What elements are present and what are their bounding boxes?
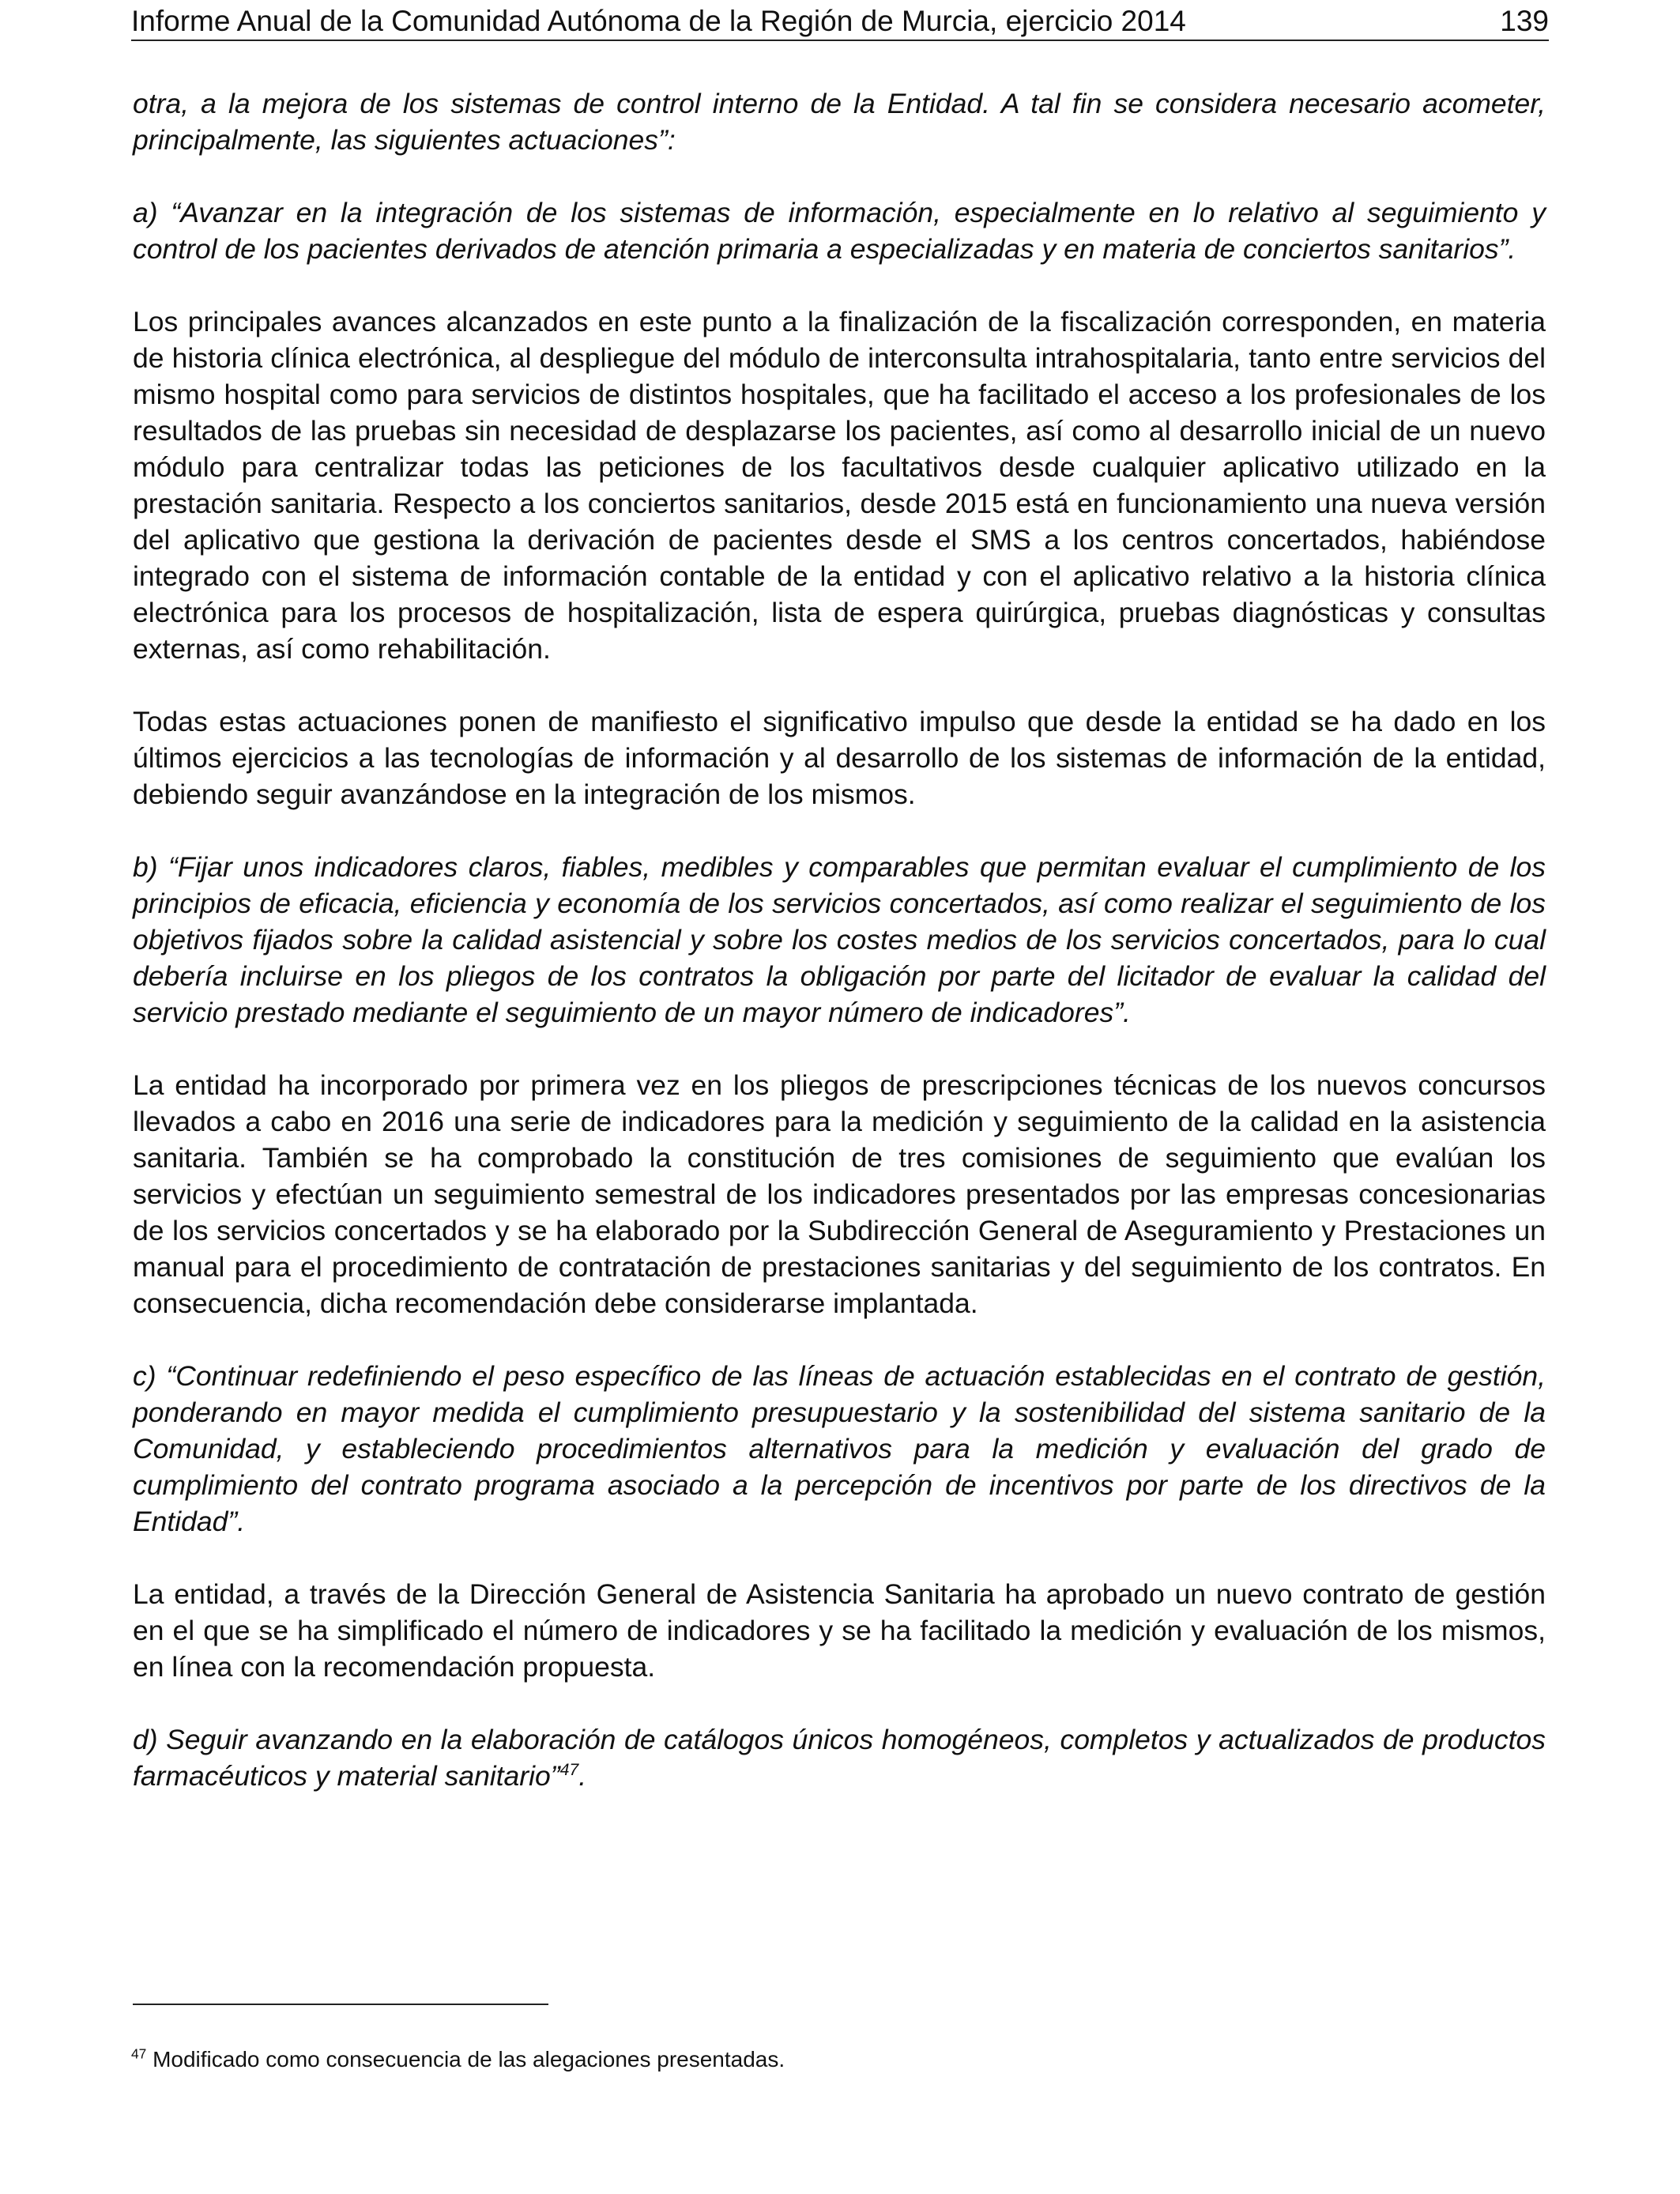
footnote-number: 47	[131, 2045, 147, 2062]
recommendation-d-end: .	[578, 1760, 587, 1792]
main-content	[133, 85, 1546, 1794]
recommendation-d	[133, 1721, 1546, 1794]
recommendation-d-text: d) Seguir avanzando en la elaboración de catálogos únicos homogéneos, completos y actualizados de productos farmacéuticos y material sanitario”	[133, 1724, 1546, 1792]
footnote-text: Modificado como consecuencia de las alegaciones presentadas.	[146, 2047, 785, 2071]
page-number: 139	[1500, 5, 1549, 37]
page-header	[131, 3, 1549, 41]
recommendation-b-response: La entidad ha incorporado por primera vez en los pliegos de prescripciones técnicas de los nuevos concursos llevados a cabo en 2016 una serie de indicadores para la medición y seguimiento de la calidad en la asistencia sanitaria. También se ha comprobado la constitución de tres comisiones de seguimiento que evalúan los servicios y efectúan un seguimiento semestral de los indicadores presentados por las empresas concesionarias de los servicios concertados y se ha elaborado por la Subdirección General de Aseguramiento y Prestaciones un manual para el procedimiento de contratación de prestaciones sanitarias y del seguimiento de los contratos. En consecuencia, dicha recomendación debe considerarse implantada.	[133, 1069, 1546, 1319]
recommendation-b: b) “Fijar unos indicadores claros, fiables, medibles y comparables que permitan evaluar el cumplimiento de los principios de eficacia, eficiencia y economía de los servicios concertados, así como realizar el seguimiento de los objetivos fijados sobre la calidad asistencial y sobre los costes medios de los servicios concertados, para lo cual debería incluirse en los pliegos de los contratos la obligación por parte del licitador de evaluar la calidad del servicio prestado mediante el seguimiento de un mayor número de indicadores”.	[133, 851, 1546, 1028]
recommendation-c: c) “Continuar redefiniendo el peso específico de las líneas de actuación establecidas en el contrato de gestión, ponderando en mayor medida el cumplimiento presupuestario y la sostenibilidad del sistema sanitario de la Comunidad, y estableciendo procedimientos alternativos para la medición y evaluación del grado de cumplimiento del contrato programa asociado a la percepción de incentivos por parte de los directivos de la Entidad”.	[133, 1360, 1546, 1537]
footnote	[131, 2045, 785, 2074]
footnote-reference[interactable]: 47	[559, 1760, 579, 1780]
footnote-separator	[133, 2004, 548, 2005]
intro-paragraph: otra, a la mejora de los sistemas de control interno de la Entidad. A tal fin se considera necesario acometer, principalmente, las siguientes actuaciones”:	[133, 88, 1546, 156]
recommendation-a-summary: Todas estas actuaciones ponen de manifiesto el significativo impulso que desde la entidad se ha dado en los últimos ejercicios a las tecnologías de información y al desarrollo de los sistemas de información de la entidad, debiendo seguir avanzándose en la integración de los mismos.	[133, 706, 1546, 810]
report-title: Informe Anual de la Comunidad Autónoma de la Región de Murcia, ejercicio 2014	[131, 5, 1186, 37]
recommendation-a: a) “Avanzar en la integración de los sistemas de información, especialmente en lo relativo al seguimiento y control de los pacientes derivados de atención primaria a especializadas y en materia de conciertos sanitarios”.	[133, 197, 1546, 265]
recommendation-c-response: La entidad, a través de la Dirección General de Asistencia Sanitaria ha aprobado un nuevo contrato de gestión en el que se ha simplificado el número de indicadores y se ha facilitado la medición y evaluación de los mismos, en línea con la recomendación propuesta.	[133, 1578, 1546, 1683]
recommendation-a-response: Los principales avances alcanzados en este punto a la finalización de la fiscalización corresponden, en materia de historia clínica electrónica, al despliegue del módulo de interconsulta intrahospitalaria, tanto entre servicios del mismo hospital como para servicios de distintos hospitales, que ha facilitado el acceso a los profesionales de los resultados de las pruebas sin necesidad de desplazarse los pacientes, así como al desarrollo inicial de un nuevo módulo para centralizar todas las peticiones de los facultativos desde cualquier aplicativo utilizado en la prestación sanitaria. Respecto a los conciertos sanitarios, desde 2015 está en funcionamiento una nueva versión del aplicativo que gestiona la derivación de pacientes desde el SMS a los centros concertados, habiéndose integrado con el sistema de información contable de la entidad y con el aplicativo relativo a la historia clínica electrónica para los procesos de hospitalización, lista de espera quirúrgica, pruebas diagnósticas y consultas externas, así como rehabilitación.	[133, 306, 1546, 665]
